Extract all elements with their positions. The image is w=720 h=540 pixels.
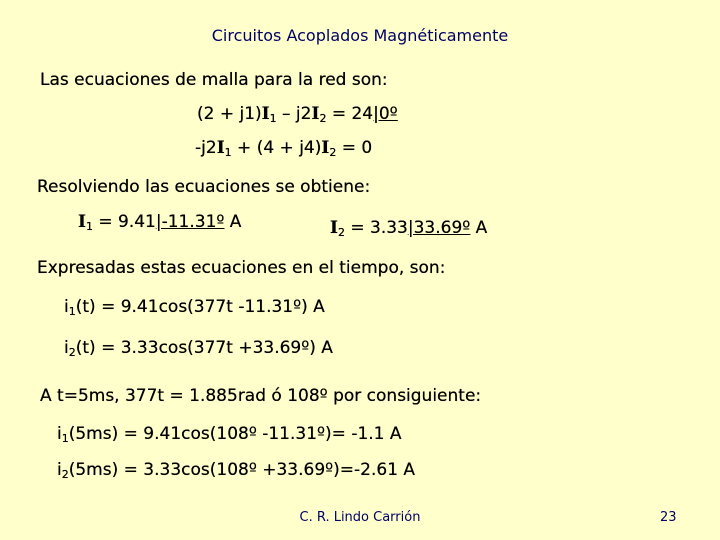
sol1-current: I — [78, 212, 86, 232]
solve-text: Resolviendo las ecuaciones se obtiene: — [37, 177, 371, 197]
i1t-symbol: i — [64, 297, 69, 317]
i2t-rest: (t) = 3.33cos(377t +33.69º) A — [75, 338, 333, 358]
sol2-unit: A — [470, 218, 488, 238]
footer-author: C. R. Lindo Carrión — [299, 510, 421, 525]
i2ms-rest: (5ms) = 3.33cos(108º +33.69º)=-2.61 A — [68, 460, 416, 480]
i1-5ms-equation — [57, 424, 402, 444]
i1t-rest: (t) = 9.41cos(377t -11.31º) A — [75, 297, 325, 317]
eq2-part-c: = 0 — [336, 138, 373, 158]
time-intro-text: Expresadas estas ecuaciones en el tiempo, son: — [37, 258, 446, 278]
mesh-equation-2 — [195, 138, 372, 158]
i1ms-rest: (5ms) = 9.41cos(108º -11.31º)= -1.1 A — [68, 424, 402, 444]
eq2-sub-2: 2 — [329, 146, 337, 159]
intro-text: Las ecuaciones de malla para la red son: — [40, 70, 388, 90]
i2-5ms-equation — [57, 460, 415, 480]
i2ms-sub: 2 — [61, 468, 69, 481]
sol2-sub: 2 — [337, 226, 345, 239]
i2-time-equation — [64, 338, 333, 358]
eq1-current-2: I — [311, 104, 320, 124]
eq2-part-a: -j2 — [195, 138, 217, 158]
solution-1 — [78, 212, 241, 232]
eq1-part-a: (2 + j1) — [197, 104, 262, 124]
eq2-current-2: I — [321, 138, 330, 158]
eq1-sub-1: 1 — [269, 112, 277, 125]
sol1-sub: 1 — [85, 220, 93, 233]
eq1-sub-2: 2 — [319, 112, 327, 125]
i2t-symbol: i — [64, 338, 69, 358]
slide-title: Circuitos Acoplados Magnéticamente — [211, 26, 509, 45]
solution-2 — [330, 218, 487, 238]
i1ms-sub: 1 — [61, 432, 69, 445]
i1t-sub: 1 — [68, 305, 76, 318]
i2t-sub: 2 — [68, 346, 76, 359]
eq2-part-b: + (4 + j4) — [231, 138, 322, 158]
sol1-magnitude: = 9.41 — [92, 212, 156, 232]
sol2-current: I — [330, 218, 338, 238]
eq2-current-1: I — [216, 138, 225, 158]
mesh-equation-1 — [197, 104, 398, 124]
i1-time-equation — [64, 297, 325, 317]
page-number: 23 — [660, 510, 677, 525]
at-5ms-text: A t=5ms, 377t = 1.885rad ó 108º por consiguiente: — [40, 386, 482, 406]
eq1-part-b: – j2 — [276, 104, 312, 124]
eq2-sub-1: 1 — [224, 146, 232, 159]
eq1-current-1: I — [261, 104, 270, 124]
sol2-magnitude: = 3.33 — [344, 218, 408, 238]
sol1-angle: |-11.31º — [155, 212, 225, 232]
eq1-part-c: = 24 — [326, 104, 374, 124]
sol2-angle: |33.69º — [407, 218, 471, 238]
i2ms-symbol: i — [57, 460, 62, 480]
sol1-unit: A — [224, 212, 242, 232]
i1ms-symbol: i — [57, 424, 62, 444]
eq1-angle: |0º — [373, 104, 398, 124]
